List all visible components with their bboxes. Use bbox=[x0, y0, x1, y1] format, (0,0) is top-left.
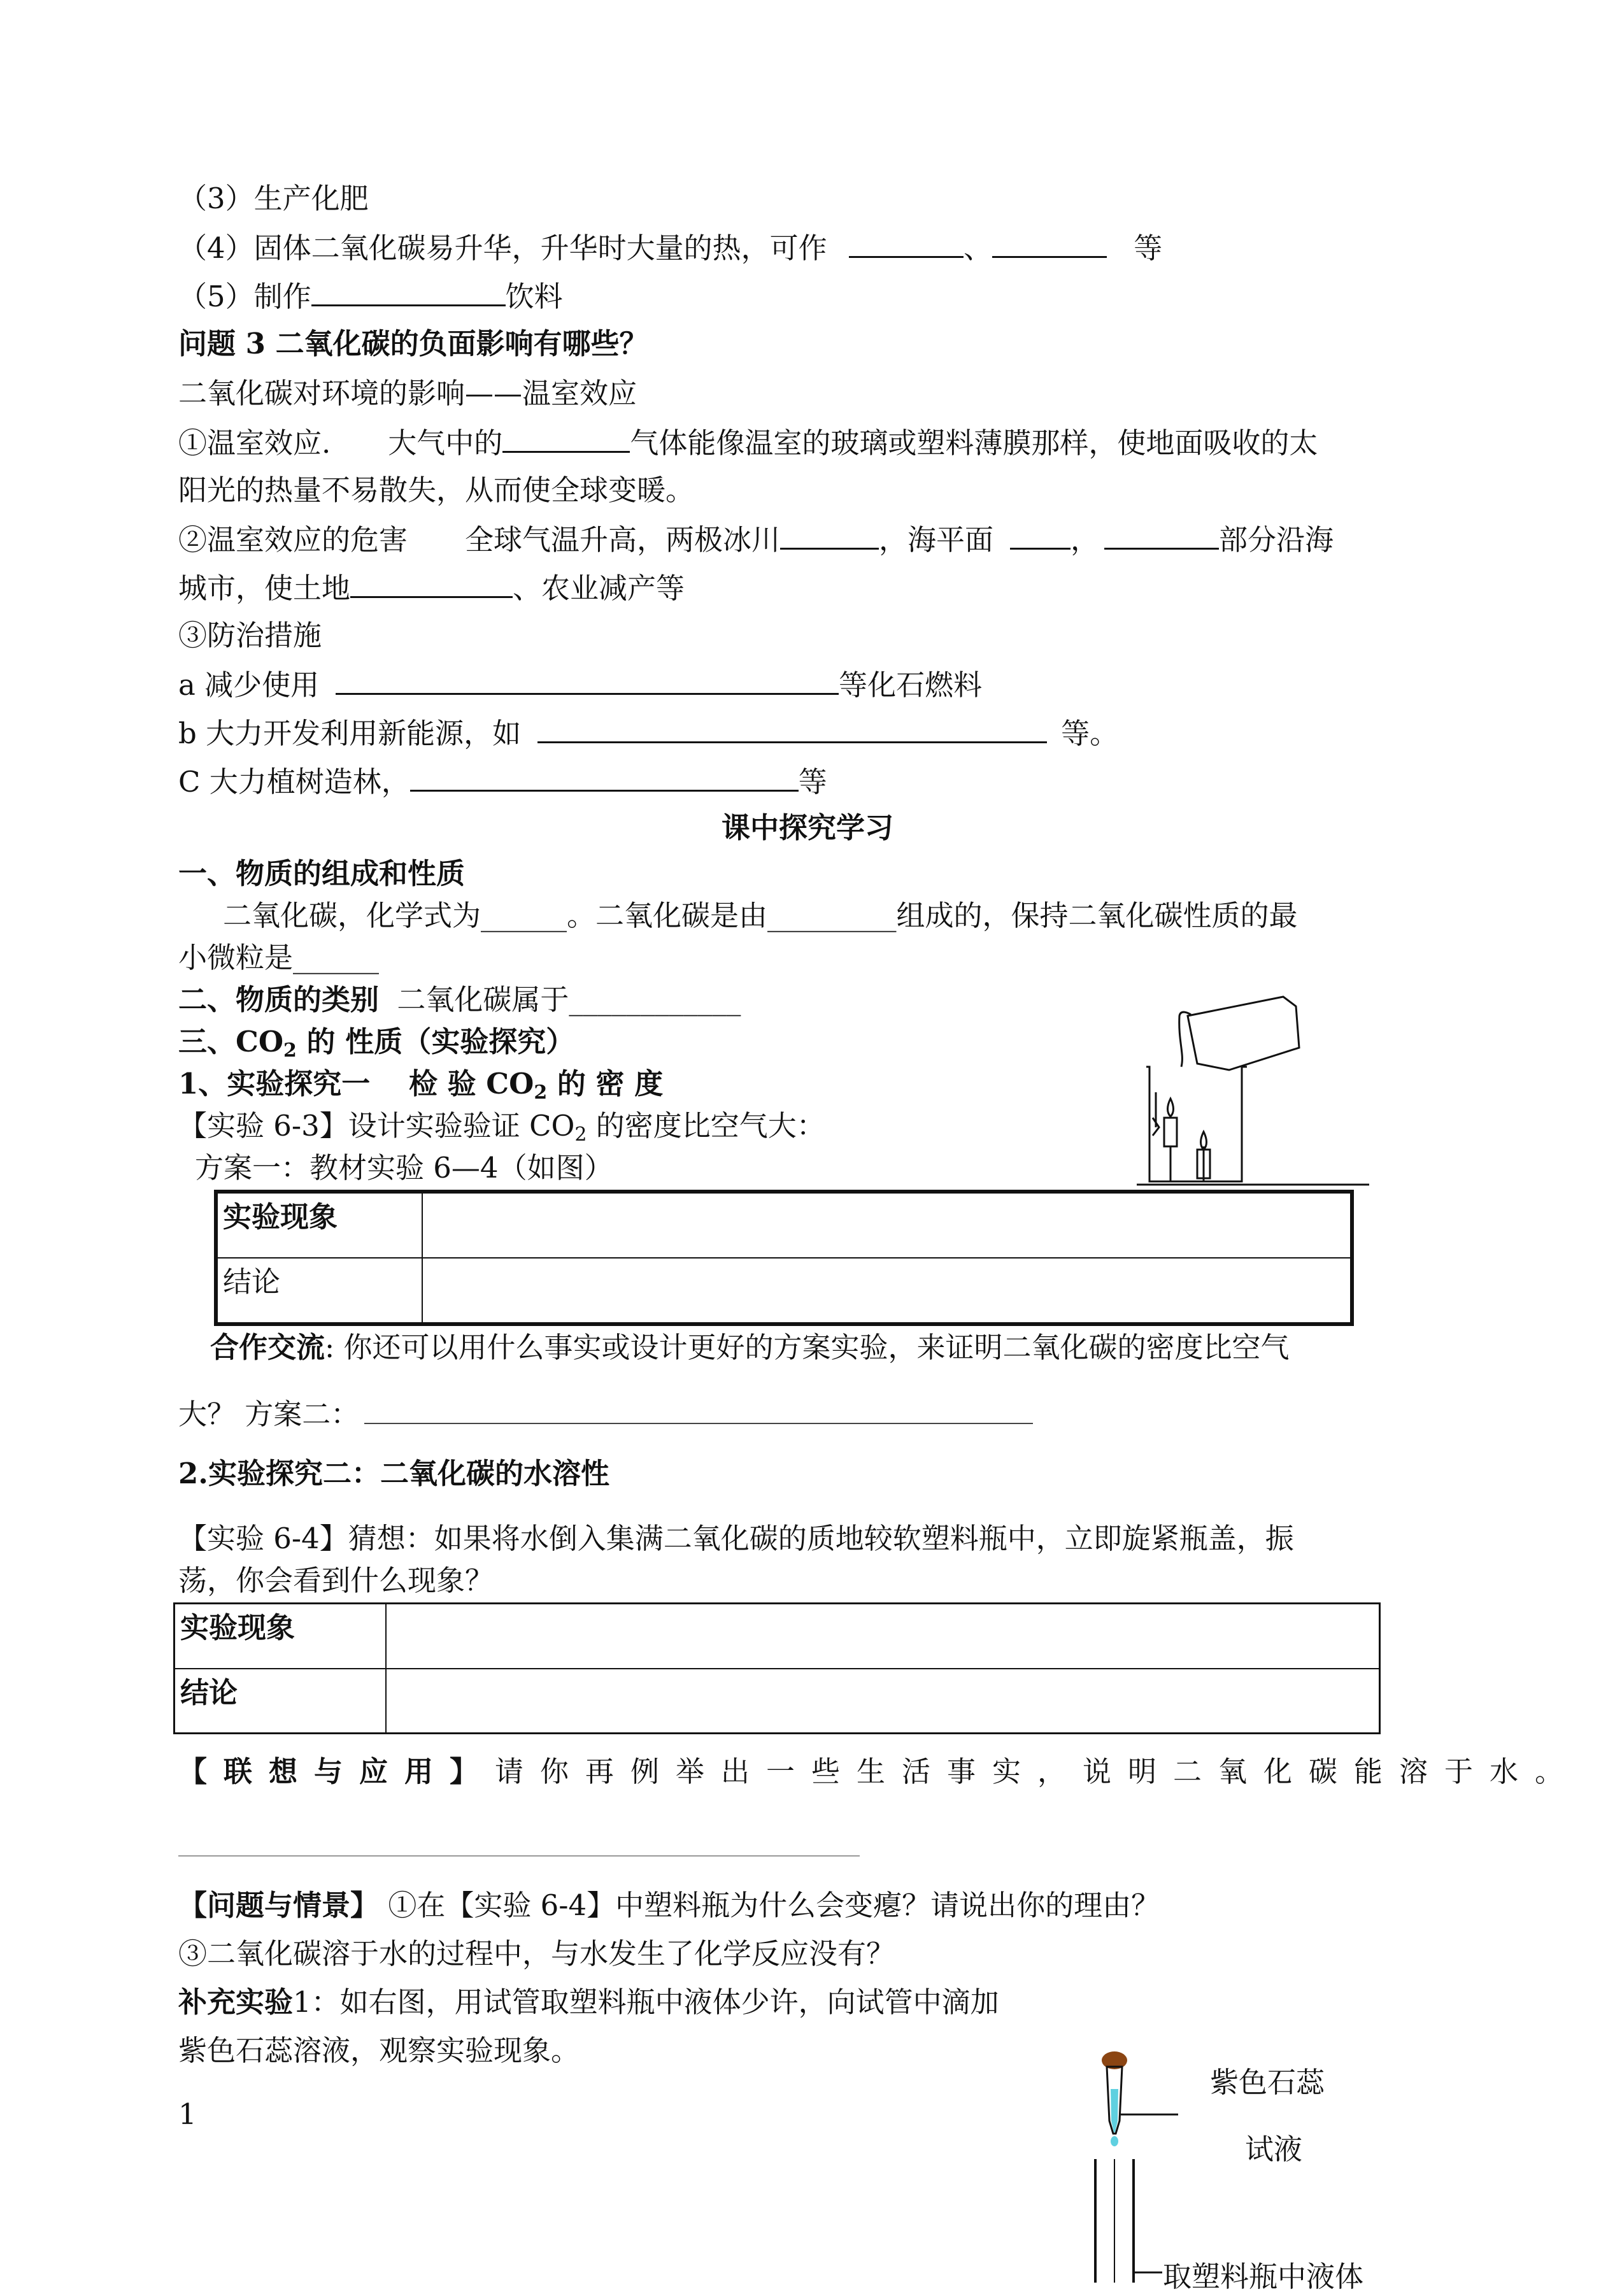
exp63-text-cont: 的密度比空气大： bbox=[587, 1109, 825, 1143]
experiment-6-3 bbox=[178, 1107, 825, 1154]
figure-label-liquid: 取塑料瓶中液体 bbox=[1163, 2260, 1364, 2293]
harm-text: ②温室效应的危害 全球气温升高，两极冰川 bbox=[178, 523, 781, 557]
greenhouse-definition-cont: 阳光的热量不易散失，从而使全球变暖。 bbox=[178, 473, 695, 507]
plan-1: 方案一：教材实验 6—4（如图） bbox=[195, 1151, 613, 1185]
measure-a-suffix: 等化石燃料 bbox=[839, 668, 983, 702]
heading-experiment-1 bbox=[178, 1065, 663, 1112]
figure-label-solution: 试液 bbox=[1245, 2132, 1303, 2166]
plan-2-text: 大？ 方案二： bbox=[178, 1397, 360, 1431]
co2-text: 三、CO bbox=[178, 1025, 284, 1059]
exp1-text: 1、实验探究一 检 验 CO bbox=[178, 1067, 534, 1101]
question-scenario-text: ①在【实验 6-4】中塑料瓶为什么会变瘪？请说出你的理由？ bbox=[379, 1888, 1160, 1922]
blank-field[interactable] bbox=[311, 276, 506, 306]
line-fertilizer: （3）生产化肥 bbox=[178, 182, 369, 215]
heading-properties bbox=[178, 1023, 574, 1070]
experiment-6-4-cont: 荡，你会看到什么现象？ bbox=[178, 1564, 494, 1597]
table-cell-conclusion: 结论 bbox=[174, 1669, 387, 1734]
answer-line[interactable] bbox=[178, 1855, 860, 1857]
measure-a-text: a 减少使用 bbox=[178, 668, 320, 702]
harm-text-4: 城市，使土地 bbox=[178, 571, 351, 605]
upper-candle bbox=[1164, 1118, 1177, 1146]
measure-b-text: b 大力开发利用新能源，如 bbox=[178, 717, 522, 750]
table-cell-conclusion: 结论 bbox=[216, 1258, 422, 1324]
table-cell-answer[interactable] bbox=[386, 1604, 1380, 1669]
blank-field[interactable] bbox=[537, 713, 1047, 743]
table-cell-answer[interactable] bbox=[386, 1669, 1380, 1734]
association-line bbox=[178, 1753, 1580, 1791]
blank-field[interactable] bbox=[350, 568, 513, 598]
flame-icon bbox=[1168, 1099, 1174, 1116]
blank-field[interactable] bbox=[364, 1395, 1033, 1424]
measure-c-text: C 大力植树造林， bbox=[178, 765, 410, 799]
plan-2 bbox=[178, 1395, 1033, 1434]
heading-composition: 一、物质的组成和性质 bbox=[178, 857, 466, 890]
drop-icon bbox=[1111, 2136, 1118, 2146]
category-label: 二、物质的类别 bbox=[178, 983, 380, 1016]
measure-c bbox=[178, 762, 827, 801]
heading-category bbox=[178, 981, 741, 1019]
table-experiment-6-4 bbox=[173, 1602, 1381, 1734]
greenhouse-text-cont: 气体能像温室的玻璃或塑料薄膜那样，使地面吸收的太 bbox=[630, 426, 1318, 460]
table-cell-answer[interactable] bbox=[422, 1258, 1352, 1324]
measure-c-suffix: 等 bbox=[798, 765, 827, 799]
properties-text: 的 性质（实验探究） bbox=[296, 1025, 575, 1059]
cooperation-line bbox=[210, 1329, 1289, 1367]
harm-text-5: 、农业减产等 bbox=[513, 571, 685, 605]
cooperation-label: 合作交流 bbox=[210, 1330, 325, 1364]
page-number: 1 bbox=[178, 2097, 197, 2131]
composition-text-cont: 小微粒是______ bbox=[178, 941, 380, 974]
table-cell-phenomenon: 实验现象 bbox=[174, 1604, 387, 1669]
cooperation-text: : 你还可以用什么事实或设计更好的方案实验，来证明二氧化碳的密度比空气 bbox=[325, 1330, 1290, 1364]
harm-text-2: ，海平面 bbox=[879, 523, 994, 557]
candle-experiment-figure bbox=[1134, 990, 1401, 1188]
comma: ， bbox=[1071, 523, 1100, 557]
blank-field[interactable] bbox=[410, 762, 799, 792]
question-scenario-label: 【问题与情景】 bbox=[178, 1888, 380, 1922]
section-title: 课中探究学习 bbox=[721, 811, 893, 845]
association-text: 请你再例举出一些生活事实，说明二氧化碳能溶于水。 bbox=[495, 1755, 1581, 1788]
question-3-heading: 问题 3 二氧化碳的负面影响有哪些？ bbox=[178, 327, 648, 360]
blank-field[interactable] bbox=[336, 665, 839, 695]
measure-b bbox=[178, 713, 1118, 753]
harm-text-3: 部分沿海 bbox=[1219, 523, 1334, 557]
line-dry-ice bbox=[178, 228, 1162, 267]
greenhouse-text: ①温室效应. 大气中的 bbox=[178, 426, 503, 460]
separator: 、 bbox=[963, 231, 992, 265]
greenhouse-definition bbox=[178, 423, 1318, 462]
composition-text: 二氧化碳，化学式为______。二氧化碳是由_________组成的，保持二氧化碳性质的最 bbox=[223, 899, 1298, 932]
prevention-heading: ③防治措施 bbox=[178, 618, 322, 652]
experiment-6-4: 【实验 6-4】猜想：如果将水倒入集满二氧化碳的质地较软塑料瓶中，立即旋紧瓶盖，振 bbox=[178, 1522, 1294, 1555]
figure-label-litmus: 紫色石蕊 bbox=[1210, 2065, 1325, 2099]
measure-b-suffix: 等。 bbox=[1061, 717, 1119, 750]
subscript: 2 bbox=[574, 1123, 587, 1146]
gas-bottle bbox=[1188, 997, 1299, 1070]
environment-impact: 二氧化碳对环境的影响——温室效应 bbox=[178, 376, 637, 410]
supplement-experiment-cont: 紫色石蕊溶液，观察实验现象。 bbox=[178, 2034, 580, 2067]
blank-field[interactable] bbox=[780, 520, 879, 550]
table-cell-phenomenon: 实验现象 bbox=[216, 1192, 422, 1258]
blank-field[interactable] bbox=[1104, 520, 1219, 550]
greenhouse-harm bbox=[178, 520, 1334, 559]
question-reaction: ③二氧化碳溶于水的过程中，与水发生了化学反应没有？ bbox=[178, 1937, 895, 1971]
dry-ice-text: （4）固体二氧化碳易升华，升华时大量的热，可作 bbox=[178, 231, 827, 265]
drinks-suffix: 饮料 bbox=[505, 280, 563, 313]
blank-field[interactable] bbox=[992, 228, 1107, 258]
blank-field[interactable] bbox=[1010, 520, 1071, 550]
association-label: 【联想与应用】 bbox=[178, 1755, 495, 1788]
blank-field[interactable] bbox=[502, 423, 630, 453]
blank-field[interactable] bbox=[849, 228, 964, 258]
table-experiment-6-3 bbox=[214, 1190, 1354, 1326]
drinks-text: （5）制作 bbox=[178, 280, 311, 313]
measure-a bbox=[178, 665, 982, 704]
supplement-label: 补充实验 bbox=[178, 1985, 294, 2019]
category-text: 二氧化碳属于____________ bbox=[397, 983, 741, 1016]
question-scenario bbox=[178, 1886, 1160, 1925]
supplement-text: 1：如右图，用试管取塑料瓶中液体少许，向试管中滴加 bbox=[293, 1985, 999, 2019]
exp1-text-cont: 的 密 度 bbox=[547, 1067, 664, 1101]
exp63-text: 【实验 6-3】设计实验验证 CO bbox=[178, 1109, 575, 1143]
subscript: 2 bbox=[534, 1081, 548, 1104]
etc-text: 等 bbox=[1134, 231, 1163, 265]
line-drinks bbox=[178, 276, 563, 316]
greenhouse-harm-cont bbox=[178, 568, 685, 608]
heading-experiment-2: 2.实验探究二：二氧化碳的水溶性 bbox=[178, 1457, 609, 1490]
table-cell-answer[interactable] bbox=[422, 1192, 1352, 1258]
subscript: 2 bbox=[283, 1039, 297, 1062]
supplement-experiment bbox=[178, 1983, 999, 2021]
